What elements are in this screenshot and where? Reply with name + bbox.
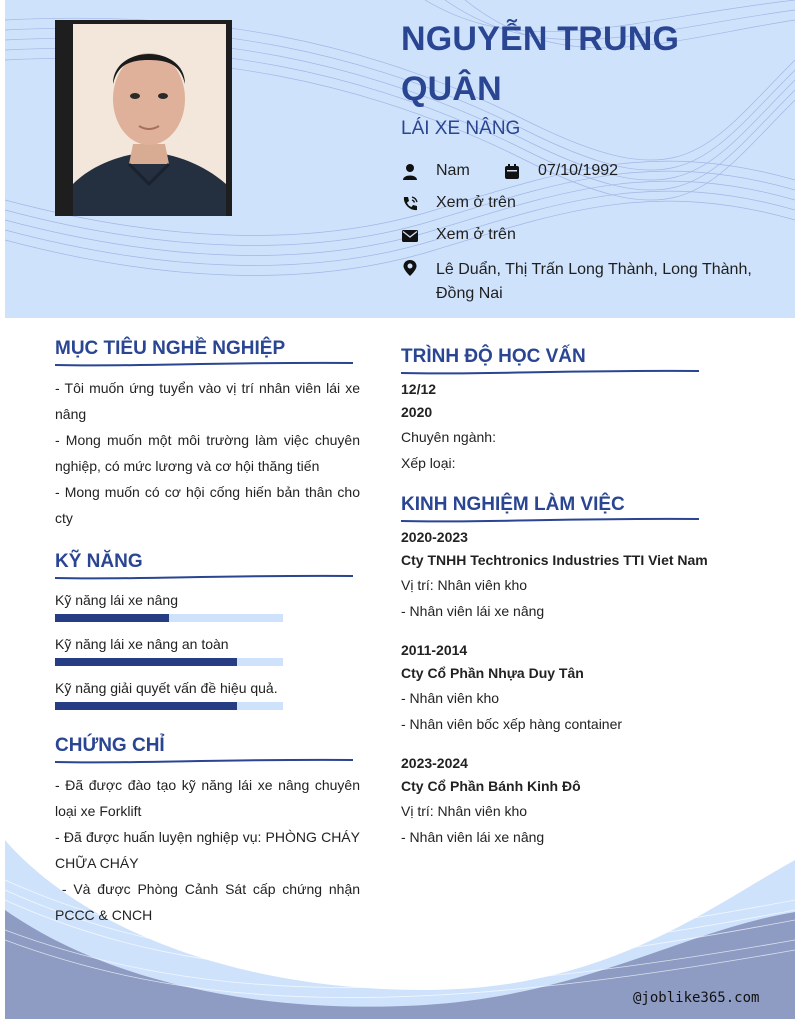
- gender-value: Nam: [436, 162, 470, 179]
- skill-label: Kỹ năng lái xe nâng: [55, 592, 178, 608]
- job-detail: - Nhân viên lái xe nâng: [401, 603, 545, 619]
- skill-label: Kỹ năng lái xe nâng an toàn: [55, 636, 229, 652]
- candidate-name: NGUYỄN TRUNG QUÂN: [401, 20, 680, 108]
- address-value: Lê Duẩn, Thị Trấn Long Thành, Long Thành, Đồng Nai: [436, 261, 752, 302]
- job-period: 2020-2023: [401, 529, 468, 545]
- job-detail: - Nhân viên kho: [401, 690, 500, 706]
- phone-value: Xem ở trên: [436, 194, 516, 211]
- job-detail: - Nhân viên lái xe nâng: [401, 829, 545, 845]
- experience-underline: [401, 516, 701, 524]
- phone-icon: [401, 195, 419, 213]
- job-period: 2023-2024: [401, 755, 468, 771]
- profile-photo: [55, 20, 232, 216]
- candidate-job-title: LÁI XE NÂNG: [401, 118, 521, 139]
- job-detail: Vị trí: Nhân viên kho: [401, 803, 528, 819]
- certificates-underline: [55, 757, 355, 765]
- skill-bar-fill: [55, 702, 237, 710]
- email-value: Xem ở trên: [436, 226, 516, 243]
- education-title: TRÌNH ĐỘ HỌC VẤN: [401, 346, 586, 367]
- job-company: Cty Cổ Phần Bánh Kinh Đô: [401, 778, 581, 794]
- education-year: 2020: [401, 404, 433, 420]
- skills-underline: [55, 573, 355, 581]
- skill-bar-track: [55, 658, 283, 666]
- objective-underline: [55, 360, 355, 368]
- skills-title: KỸ NĂNG: [55, 551, 143, 572]
- photo-portrait: [73, 24, 226, 216]
- watermark-text: @joblike365.com: [633, 990, 760, 1006]
- objective-line-2: - Mong muốn một môi trường làm việc chuyên nghiệp, có mức lương và cơ hội thăng tiến: [55, 432, 360, 474]
- education-rank: Xếp loại:: [401, 455, 456, 471]
- skill-label: Kỹ năng giải quyết vấn đề hiệu quả.: [55, 680, 278, 696]
- calendar-icon: [503, 163, 521, 181]
- skill-bar-fill: [55, 658, 237, 666]
- job-period: 2011-2014: [401, 642, 468, 658]
- certificate-line-1: - Đã được đào tạo kỹ năng lái xe nâng chuyên loại xe Forklift: [55, 777, 360, 819]
- location-pin-icon: [401, 259, 419, 277]
- envelope-icon: [401, 227, 419, 245]
- header-band: [5, 0, 795, 318]
- job-detail: Vị trí: Nhân viên kho: [401, 577, 528, 593]
- objective-line-3: - Mong muốn có cơ hội cống hiến bản thân cho cty: [55, 484, 360, 526]
- certificate-line-2: - Đã được huấn luyện nghiệp vụ: PHÒNG CHÁY CHỮA CHÁY: [55, 829, 360, 871]
- objective-title: MỤC TIÊU NGHỀ NGHIỆP: [55, 338, 286, 359]
- job-company: Cty TNHH Techtronics Industries TTI Viet Nam: [401, 552, 708, 568]
- job-company: Cty Cổ Phần Nhựa Duy Tân: [401, 665, 584, 681]
- skill-bar-track: [55, 702, 283, 710]
- portrait-illustration: [73, 24, 226, 216]
- job-detail: - Nhân viên bốc xếp hàng container: [401, 716, 623, 732]
- certificates-title: CHỨNG CHỈ: [55, 735, 165, 756]
- cv-sheet: [5, 0, 795, 1019]
- person-icon: [401, 163, 419, 181]
- education-underline: [401, 368, 701, 376]
- skill-bar-track: [55, 614, 283, 622]
- education-major: Chuyên ngành:: [401, 429, 496, 445]
- birthdate-value: 07/10/1992: [538, 162, 619, 179]
- skill-bar-fill: [55, 614, 169, 622]
- certificate-line-3: - Và được Phòng Cảnh Sát cấp chứng nhận PCCC & CNCH: [55, 881, 364, 923]
- experience-title: KINH NGHIỆM LÀM VIỆC: [401, 494, 625, 515]
- objective-line-1: - Tôi muốn ứng tuyển vào vị trí nhân viên lái xe nâng: [55, 380, 360, 422]
- education-level: 12/12: [401, 381, 437, 397]
